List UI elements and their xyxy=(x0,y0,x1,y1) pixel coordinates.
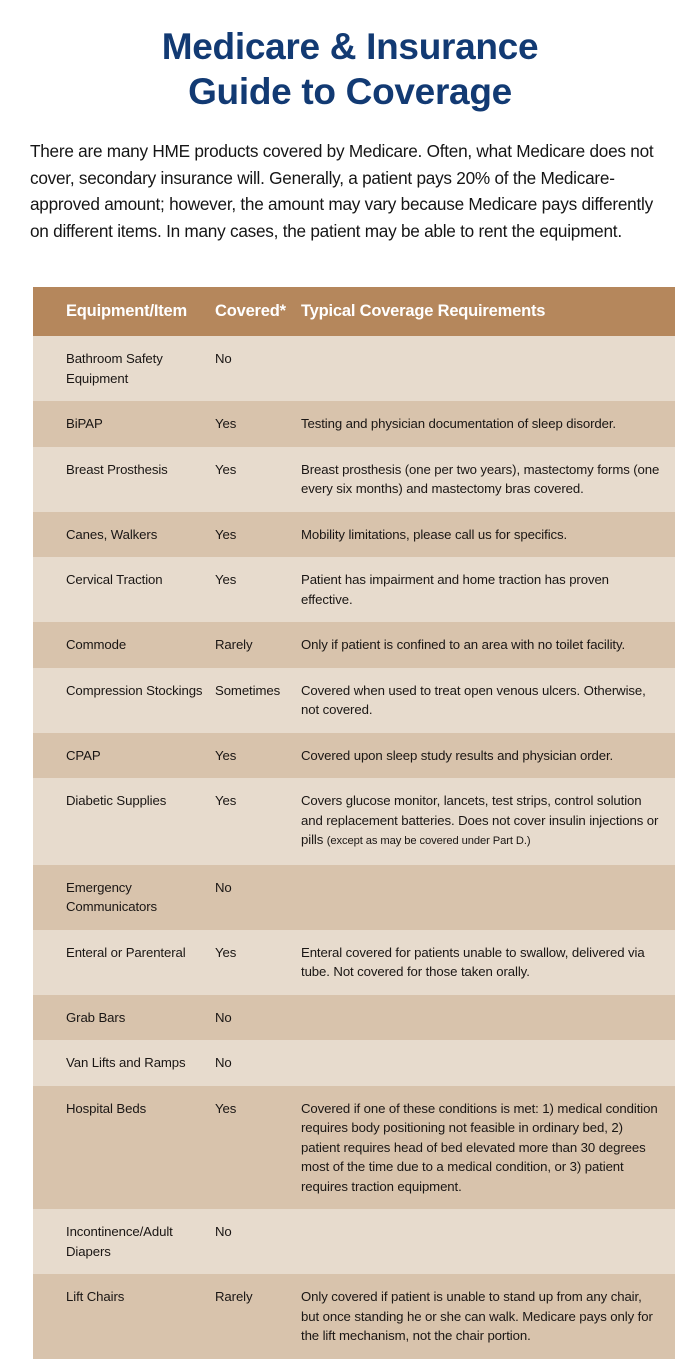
cell-coverage-requirements: Covered when used to treat open venous ulcers. Otherwise, not covered. xyxy=(301,668,675,733)
cell-covered-status: Yes xyxy=(215,401,301,447)
cell-coverage-requirements: Only if patient is confined to an area with no toilet facility. xyxy=(301,622,675,668)
table-header-row xyxy=(33,287,675,336)
table-row xyxy=(33,865,675,930)
cell-equipment-item: Emergency Communicators xyxy=(33,865,215,930)
requirements-footnote-text: (except as may be covered under Part D.) xyxy=(326,835,531,847)
table-row xyxy=(33,622,675,668)
cell-equipment-item: Cervical Traction xyxy=(33,557,215,622)
cell-covered-status: Yes xyxy=(215,1086,301,1210)
cell-covered-status: No xyxy=(215,1209,301,1274)
cell-equipment-item: Breast Prosthesis xyxy=(33,447,215,512)
column-header-equipment: Equipment/Item xyxy=(33,287,215,336)
cell-coverage-requirements xyxy=(301,865,675,930)
coverage-table xyxy=(33,287,675,1359)
table-row xyxy=(33,930,675,995)
cell-equipment-item: Enteral or Parenteral xyxy=(33,930,215,995)
table-row xyxy=(33,557,675,622)
table-row xyxy=(33,512,675,558)
cell-covered-status: No xyxy=(215,995,301,1041)
cell-covered-status: Yes xyxy=(215,778,301,865)
table-row xyxy=(33,995,675,1041)
cell-coverage-requirements: Breast prosthesis (one per two years), mastectomy forms (one every six months) and mastectomy bras covered. xyxy=(301,447,675,512)
table-row xyxy=(33,401,675,447)
table-row xyxy=(33,1040,675,1086)
table-row xyxy=(33,1086,675,1210)
cell-equipment-item: Grab Bars xyxy=(33,995,215,1041)
cell-covered-status: Yes xyxy=(215,512,301,558)
cell-coverage-requirements xyxy=(301,1209,675,1274)
requirements-text: Covers glucose monitor, lancets, test strips, control solution and replacement batteries. Does not cover insulin injections or pills xyxy=(301,793,659,847)
cell-coverage-requirements xyxy=(301,995,675,1041)
cell-equipment-item: Hospital Beds xyxy=(33,1086,215,1210)
cell-coverage-requirements: Mobility limitations, please call us for specifics. xyxy=(301,512,675,558)
table-row xyxy=(33,1274,675,1359)
table-row xyxy=(33,778,675,865)
cell-equipment-item: Diabetic Supplies xyxy=(33,778,215,865)
table-body xyxy=(33,336,675,1359)
cell-coverage-requirements: Covered if one of these conditions is met: 1) medical condition requires body positioning not feasible in ordinary bed, 2) patient requires head of bed elevated more than 30 degrees most of the time due to a medical condition, or 3) patient requires traction equipment. xyxy=(301,1086,675,1210)
cell-covered-status: Rarely xyxy=(215,622,301,668)
table-header xyxy=(33,287,675,336)
cell-equipment-item: Compression Stockings xyxy=(33,668,215,733)
cell-covered-status: Yes xyxy=(215,447,301,512)
cell-covered-status: Sometimes xyxy=(215,668,301,733)
cell-coverage-requirements xyxy=(301,1040,675,1086)
cell-covered-status: Yes xyxy=(215,733,301,779)
cell-covered-status: No xyxy=(215,865,301,930)
cell-equipment-item: Commode xyxy=(33,622,215,668)
cell-covered-status: Yes xyxy=(215,557,301,622)
cell-covered-status: No xyxy=(215,336,301,401)
table-row xyxy=(33,447,675,512)
title-line-2: Guide to Coverage xyxy=(188,71,512,112)
cell-covered-status: Yes xyxy=(215,930,301,995)
cell-equipment-item: Incontinence/Adult Diapers xyxy=(33,1209,215,1274)
table-row xyxy=(33,336,675,401)
cell-equipment-item: Bathroom Safety Equipment xyxy=(33,336,215,401)
table-row xyxy=(33,1209,675,1274)
cell-coverage-requirements: Patient has impairment and home traction has proven effective. xyxy=(301,557,675,622)
cell-coverage-requirements xyxy=(301,778,675,865)
intro-paragraph: There are many HME products covered by Medicare. Often, what Medicare does not cover, secondary insurance will. Generally, a patient pays 20% of the Medicare-approved amount; however, the amount may vary because Medicare pays differently on different items. In many cases, the patient may be able to rent the equipment. xyxy=(30,141,654,241)
title-line-1: Medicare & Insurance xyxy=(161,26,539,67)
cell-equipment-item: Lift Chairs xyxy=(33,1274,215,1359)
page-title xyxy=(0,0,700,114)
cell-equipment-item: BiPAP xyxy=(33,401,215,447)
cell-equipment-item: CPAP xyxy=(33,733,215,779)
column-header-requirements: Typical Coverage Requirements xyxy=(301,287,675,336)
cell-covered-status: No xyxy=(215,1040,301,1086)
cell-coverage-requirements xyxy=(301,336,675,401)
cell-covered-status: Rarely xyxy=(215,1274,301,1359)
cell-coverage-requirements: Enteral covered for patients unable to swallow, delivered via tube. Not covered for those taken orally. xyxy=(301,930,675,995)
coverage-table-container xyxy=(33,287,675,1359)
cell-equipment-item: Van Lifts and Ramps xyxy=(33,1040,215,1086)
cell-coverage-requirements: Only covered if patient is unable to stand up from any chair, but once standing he or she can walk. Medicare pays only for the lift mechanism, not the chair portion. xyxy=(301,1274,675,1359)
cell-coverage-requirements: Covered upon sleep study results and physician order. xyxy=(301,733,675,779)
cell-equipment-item: Canes, Walkers xyxy=(33,512,215,558)
table-row xyxy=(33,733,675,779)
column-header-covered: Covered* xyxy=(215,287,301,336)
table-row xyxy=(33,668,675,733)
cell-coverage-requirements: Testing and physician documentation of sleep disorder. xyxy=(301,401,675,447)
